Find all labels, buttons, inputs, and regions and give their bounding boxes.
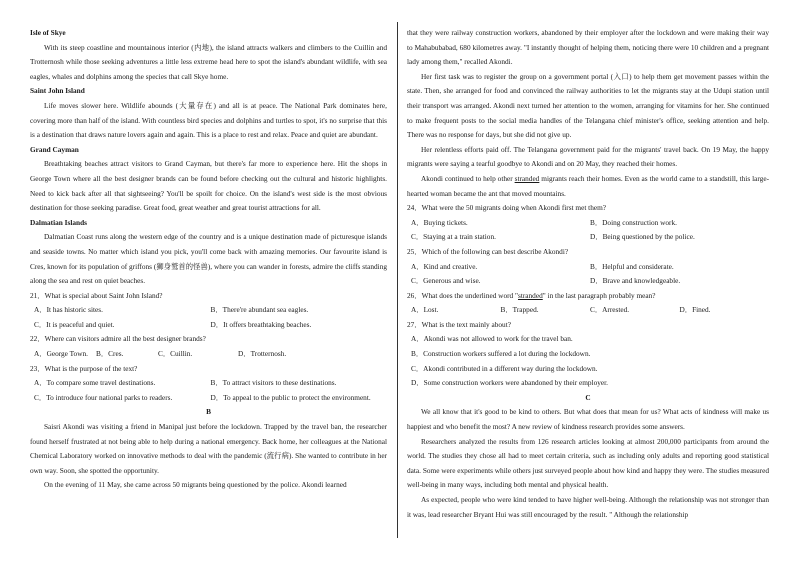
section-b-heading: B [206,407,211,417]
question-25: 25．Which of the following can best describe Akondi? [407,246,569,256]
q22-option-d: D．Trotternosh. [238,349,287,359]
passage-b-paragraph-3: Her first task was to register the group on a government portal (入口) to help them get movement passes within the state. Then, she arranged for food and convinced the railway authorities to let the migrants stay at the Udupi station until their transport was arranged. Akondi next turned her attention to the women, arranging for vitamins for her. She continued to make frequent posts to the social media handles of the Telangana chief minister's office, seeking attention and help. There was no response for days, but she did not give up. [407,71,769,140]
q22-option-c: C．Cuillin. [158,349,193,359]
question-22: 22．Where can visitors admire all the best designer brands? [30,334,206,344]
passage-c-paragraph-1: We all know that it's good to be kind to others. But what does that mean for us? What acts of kindness will make us happiest and who benefit the most? A new review of kindness research provides some answers. [407,407,769,432]
left-column [30,26,387,493]
question-21-options-row1 [30,303,387,318]
cayman-heading: Grand Cayman [30,144,79,154]
question-26 [407,289,769,304]
question-24-options-row1 [407,216,769,231]
question-22-options [30,347,387,362]
question-27: 27．What is the text mainly about? [407,319,511,329]
passage-c-paragraph-2: Researchers analyzed the results from 126 research articles looking at almost 200,000 participants from around the world. The studies they chose all had to meet certain criteria, such as including only adults and reporting good statistical data. Some were experiments while others just surveyed people about how kind and happy they were. The studies measured well-being in many ways, including both mental and physical health. [407,436,769,490]
question-23: 23．What is the purpose of the text? [30,363,138,373]
john-heading: Saint John Island [30,86,85,96]
q23-option-a: A．To compare some travel destinations. [34,378,156,388]
q21-option-d: D．It offers breathtaking beaches. [210,319,312,329]
passage-b-paragraph-2: On the evening of 11 May, she came across 50 migrants being questioned by the police. Akondi learned [44,480,347,490]
q27-option-b: B．Construction workers suffered a lot during the lockdown. [411,349,591,359]
underlined-word-stranded: stranded [514,173,540,183]
passage-b-paragraph-2-continued: that they were railway construction workers, abandoned by their employer after the lockdown and were making their way to Mahabubabad, 680 kilometres away. "I instantly thought of helping them, noticing there were 10 children and a pregnant lady among them," recalled Akondi. [407,28,769,67]
q22-option-b: B．Cres. [96,349,124,359]
q26-underlined-word: stranded [518,290,543,300]
q24-option-c: C．Staying at a train station. [411,232,496,242]
right-column [407,26,769,522]
question-26-options [407,303,769,318]
column-divider [397,22,398,538]
q26-option-d: D．Fined. [679,305,711,315]
passage-b-paragraph-4: Her relentless efforts paid off. The Telangana government paid for the migrants' travel back. On 19 May, the happy migrants were saying a tearful goodbye to Akondi and on 20 May, they reached their homes. [407,144,769,169]
q26-option-b: B．Trapped. [500,305,539,315]
q25-option-a: A．Kind and creative. [411,261,478,271]
skye-heading: Isle of Skye [30,28,66,37]
cayman-paragraph: Breathtaking beaches attract visitors to Grand Cayman, but there's far more to experience here. Hit the shops in George Town where all the best designer brands can be found before checking out the cultural and historic highlights. Need to kick back after all that sightseeing? You'll be spoilt for choice. On the island's west side is the most obvious destination for those seeking paradise. Great food, great weather and great tourist attractions for all. [30,159,387,213]
passage-b-paragraph-1: Saisri Akondi was visiting a friend in Manipal just before the lockdown. Trapped by the travel ban, the researcher found herself frustrated at not being able to help during a national emergency. Back home, her colleagues at the National Chemical Laboratory worked on innovative methods to deal with the pandemic (流行病). She wanted to contribute in her own way. Soon, she spotted the opportunity. [30,422,387,475]
q26-option-c: C．Arrested. [590,305,630,315]
paragraph-5-text-start: Akondi continued to help other [421,173,515,183]
question-23-options-row2 [30,391,387,406]
q27-option-d: D．Some construction workers were abandoned by their employer. [411,378,608,388]
q21-option-c: C．It is peaceful and quiet. [34,319,115,329]
q24-option-d: D．Being questioned by the police. [590,232,695,242]
question-24: 24．What were the 50 migrants doing when Akondi first met them? [407,203,607,213]
question-25-options-row2 [407,274,769,289]
question-21: 21．What is special about Saint John Island? [30,290,163,300]
question-25-options-row1 [407,260,769,275]
q25-option-c: C．Generous and wise. [411,276,481,286]
q23-option-b: B．To attract visitors to these destinations. [210,378,337,388]
passage-c-paragraph-3: As expected, people who were kind tended to have higher well-being. Although the relationship was not stronger than it was, lead researcher Bryant Hui was still encouraged by the result. " Although the relationship [407,495,769,519]
q22-option-a: A．George Town. [34,349,88,359]
q24-option-a: A．Buying tickets. [411,217,468,227]
q25-option-b: B．Helpful and considerate. [590,261,674,271]
passage-b-paragraph-5 [407,172,769,201]
paragraph-5-text-end: migrants reach their homes. Even as the world came to a standstill, this large-hearted woman became the ant that moved mountains. [407,173,769,198]
q24-option-b: B．Doing construction work. [590,217,677,227]
q21-option-a: A．It has historic sites. [34,305,103,315]
q23-option-d: D．To appeal to the public to protect the environment. [210,392,371,402]
john-paragraph: Life moves slower here. Wildlife abounds (大量存在) and all is at peace. The National Park dominates here, covering more than half of the island. With countless bird species and dolphins and turtles to spot, it's no surprise that this is a destination that draws nature lovers again and again. This is a place to rest and relax. Peace and quiet are abundant. [30,100,387,140]
question-21-options-row2 [30,318,387,333]
q26-text-end: " in the last paragraph probably mean? [542,290,656,300]
section-c-heading: C [585,392,591,402]
q27-option-a: A．Akondi was not allowed to work for the travel ban. [411,334,573,344]
question-24-options-row2 [407,230,769,245]
q25-option-d: D．Brave and knowledgeable. [590,276,681,286]
q27-option-c: C．Akondi contributed in a different way during the lockdown. [411,363,598,373]
dalmatian-heading: Dalmatian Islands [30,217,87,227]
q23-option-c: C．To introduce four national parks to readers. [34,392,173,402]
q26-option-a: A．Lost. [411,305,439,315]
question-23-options-row1 [30,376,387,391]
q21-option-b: B．There're abundant sea eagles. [210,305,309,315]
skye-paragraph: With its steep coastline and mountainous interior (内地), the island attracts walkers and climbers to the Cuillin and Trotternosh while those seeking adventures a little less extreme head here to spot the island's abundant wildlife, with sea eagles, whales and dolphins among the species that call Skye home. [30,42,387,81]
dalmatian-paragraph: Dalmatian Coast runs along the western edge of the country and is a unique destination made of picturesque islands and seaside towns. No matter which island you pick, you'll come back with amazing memories. Our favourite island is Cres, known for its population of griffons (狮身鹫首的怪兽), where you can wander in forests, admire the cliffs standing along the sea and rest on quiet beaches. [30,232,387,286]
q26-text-start: 26．What does the underlined word " [407,290,518,300]
